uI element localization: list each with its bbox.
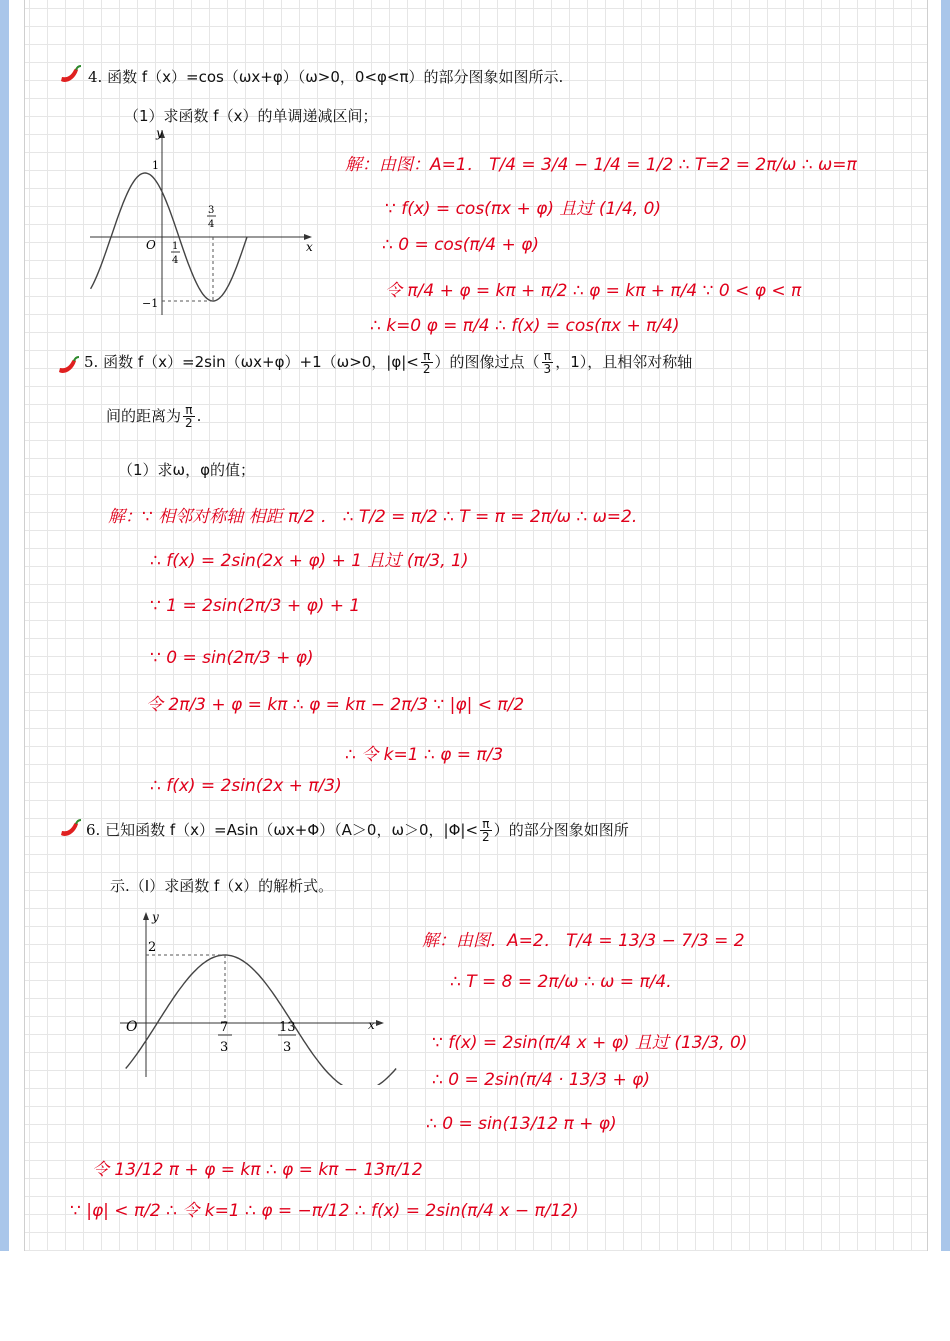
q5-stem-line2-a: 间的距离为 [106,407,182,425]
q5-number: 5. [84,353,99,371]
q5-solution-line-4: ∵ 0 = sin(2π/3 + φ) [150,648,314,668]
q4-number: 4. [88,68,103,86]
q4-solution-line-5: ∴ k=0 φ = π/4 ∴ f(x) = cos(πx + π/4) [370,316,680,336]
q4-solution-line-3: ∴ 0 = cos(π/4 + φ) [382,235,540,255]
q5-phi-bound-frac: $\frac{\pi}{2}$ [422,349,431,376]
q5-part1: （1）求ω，φ的值； [118,461,256,479]
q4-stem-line [88,66,563,87]
q5-point-frac: $\frac{\pi}{3}$ [543,349,552,376]
q5-stem-a: 函数 f（x）=2sin（ωx+φ）+1（ω>0，|φ|< [103,353,419,371]
q5-stem-b: ）的图像过点（ [434,353,540,371]
q4-x-label: x [306,240,313,254]
q4-solution-line-2: ∵ f(x) = cos(πx + φ) 且过 (1/4, 0) [385,199,662,219]
q6-curve [126,955,396,1085]
q6-solution-line-6: 令 13/12 π + φ = kπ ∴ φ = kπ − 13π/12 [92,1160,423,1180]
q6-solution-line-5: ∴ 0 = sin(13/12 π + φ) [426,1114,617,1134]
q6-stem-line [86,818,629,843]
q6-sine-graph [112,905,397,1085]
chili-icon [58,64,82,86]
q4-part1: （1）求函数 f（x）的单调递减区间； [124,107,378,125]
q5-solution-line-7: ∴ f(x) = 2sin(2x + π/3) [150,776,342,796]
q5-stem-line2-b: . [196,407,202,425]
q6-x-arrow-icon [376,1020,384,1026]
q6-x1-den: 3 [220,1040,229,1055]
q4-y-top-label: 1 [152,159,159,172]
q4-y-bottom-label: −1 [142,297,159,310]
q6-origin-label: O [126,1019,138,1035]
q4-y-label: y [156,126,163,140]
q6-solution-line-1: 解：由图．A=2． T/4 = 13/3 − 7/3 = 2 [422,931,745,951]
q5-solution-line-6: ∴ 令 k=1 ∴ φ = π/3 [345,745,504,765]
q4-solution-line-1: 解：由图：A=1． T/4 = 3/4 − 1/4 = 1/2 ∴ T=2 = 2π/ω ∴ ω=π [345,155,857,175]
q6-y-label: y [152,910,159,924]
q5-stem-line-2 [106,404,201,429]
q5-stem-line [84,350,692,375]
q5-solution-line-1: 解：∵ 相邻对称轴 相距 π/2 ． ∴ T/2 = π/2 ∴ T = π = 2π/ω ∴ ω=2. [108,507,638,527]
q5-solution-line-5: 令 2π/3 + φ = kπ ∴ φ = kπ − 2π/3 ∵ |φ| < π/2 [146,695,525,715]
q4-quarter-num: 1 [172,241,179,252]
q6-y-arrow-icon [143,912,149,920]
q4-three-quarter-den: 4 [208,219,215,230]
q6-phi-bound-frac: $\frac{\pi}{2}$ [482,817,490,844]
chili-icon [58,818,82,840]
q4-cosine-graph [80,125,325,325]
q6-number: 6. [86,821,101,839]
q5-stem-c: ，1），且相邻对称轴 [555,353,693,371]
q6-x1-num: 7 [220,1020,229,1035]
q5-distance-frac: $\frac{\pi}{2}$ [185,403,193,430]
right-edge-bar [941,0,950,1251]
q4-solution-line-4: 令 π/4 + φ = kπ + π/2 ∴ φ = kπ + π/4 ∵ 0 < φ < π [385,281,802,301]
q5-solution-line-3: ∵ 1 = 2sin(2π/3 + φ) + 1 [150,596,361,616]
q4-origin-label: O [146,238,156,252]
q4-quarter-den: 4 [172,255,179,266]
q6-solution-line-4: ∴ 0 = 2sin(π/4 · 13/3 + φ) [432,1070,650,1090]
q5-solution-line-2: ∴ f(x) = 2sin(2x + φ) + 1 且过 (π/3, 1) [150,551,469,571]
q6-stem-b: ）的部分图象如图所 [493,821,629,839]
q4-stem: 函数 f（x）=cos（ωx+φ）（ω>0，0<φ<π）的部分图象如图所示. [107,68,564,86]
q6-x2-den: 3 [283,1040,292,1055]
q6-x-label: x [368,1018,375,1032]
q6-x2-num: 13 [279,1020,296,1035]
q6-solution-line-2: ∴ T = 8 = 2π/ω ∴ ω = π/4. [450,972,672,992]
q4-three-quarter-num: 3 [208,205,215,216]
chili-icon [56,355,80,377]
q6-solution-line-7: ∵ |φ| < π/2 ∴ 令 k=1 ∴ φ = −π/12 ∴ f(x) = 2sin(π/4 x − π/12) [70,1201,579,1221]
q6-stem-a: 已知函数 f（x）=Asin（ωx+Φ）（A＞0，ω＞0，|Φ|< [105,821,479,839]
q6-solution-line-3: ∵ f(x) = 2sin(π/4 x + φ) 且过 (13/3, 0) [432,1033,748,1053]
q6-y-max-label: 2 [148,940,157,955]
left-edge-bar [0,0,9,1251]
q6-stem-line2: 示.（Ⅰ）求函数 f（x）的解析式。 [110,877,334,895]
